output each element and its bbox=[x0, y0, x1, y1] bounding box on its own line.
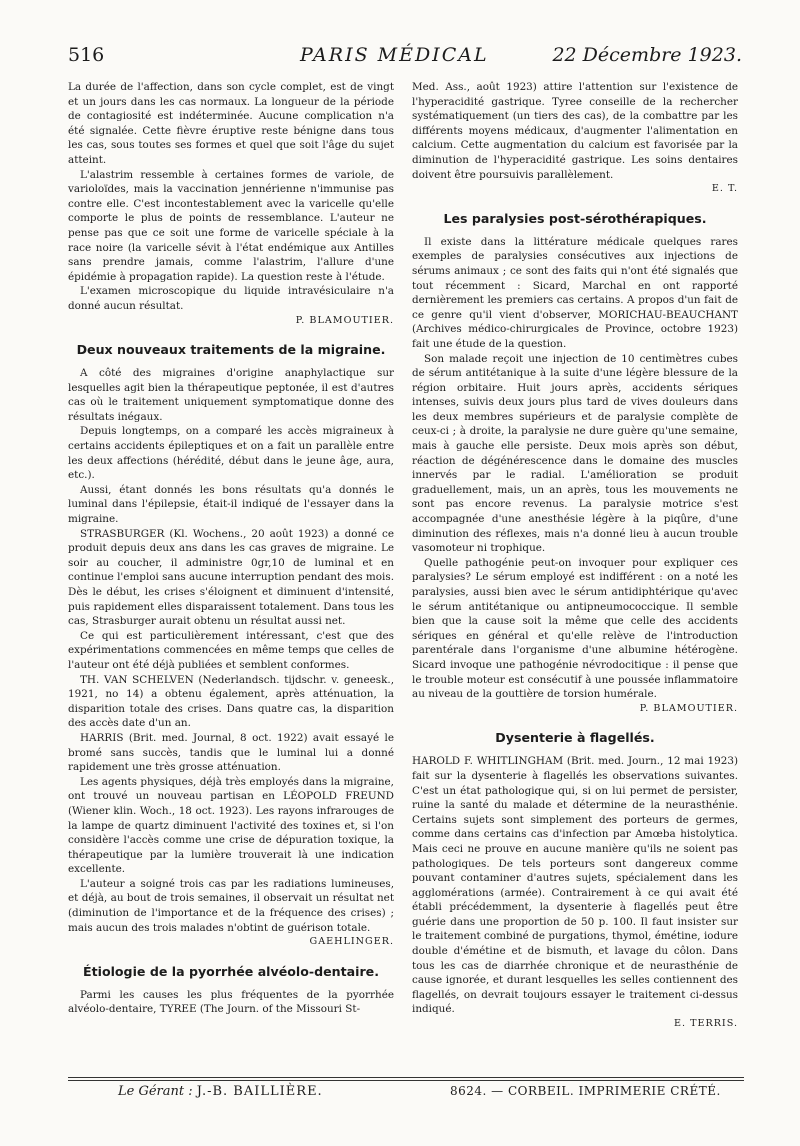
paragraph: Les agents physiques, déjà très employés dans la migraine, ont trouvé un nouveau partisan en LÉOPOLD FREUND (Wiener klin. Woch., 18 oct. 1923). Les rayons infrarouges de la lampe de quartz diminuent l'activité des toxines et, si l'on considère l'accès comme une crise de dépuration toxique, la thérapeutique par la lumière trouverait là une indication excellente. bbox=[68, 775, 394, 876]
issue-date: 22 Décembre 1923. bbox=[552, 44, 742, 66]
footer-printer: 8624. — CORBEIL. IMPRIMERIE CRÉTÉ. bbox=[450, 1084, 721, 1098]
paragraph: Son malade reçoit une injection de 10 centimètres cubes de sérum antitétanique à la suite d'une légère blessure de la région orbitaire. Huit jours après, accidents sériques intenses, suivis deux jours plus tard de vives douleurs dans les deux membres supérieurs et de paralysie complète de ceux-ci ; à droite, la paralysie ne dure guère qu'une semaine, mais à gauche elle persiste. Deux mois après son début, réaction de dégénérescence dans le domaine des muscles innervés par le radial. L'amélioration se produit graduellement, mais, un an après, tous les mouvements ne sont pas encore revenus. La paralysie motrice s'est accompagnée d'une anesthésie légère à la piqûre, d'une diminution des réflexes, mais n'a donné lieu à aucun trouble vasomoteur ni trophique. bbox=[412, 352, 738, 555]
footer-rule bbox=[68, 1077, 744, 1078]
paragraph: Quelle pathogénie peut-on invoquer pour expliquer ces paralysies? Le sérum employé est indifférent : on a noté les paralysies, aussi bien avec le sérum antidiphtérique qu'avec le sérum antitétanique ou antipneumococcique. Il semble bien que la cause soit la même que celle des accidents sériques en général et qu'elle relève de l'introduction parentérale dans l'organisme d'une albumine hétérogène. Sicard invoque une pathogénie névrodocitique : il pense que le trouble moteur est consécutif à une poussée inflammatoire au niveau de la gouttière de torsion humérale. bbox=[412, 556, 738, 701]
paragraph: Ce qui est particulièrement intéressant, c'est que des expérimentations commencées en même temps que celles de l'auteur ont été déjà publiées et semblent conformes. bbox=[68, 629, 394, 671]
paragraph: L'alastrim ressemble à certaines formes de variole, de varioloïdes, mais la vaccination jennérienne n'immunise pas contre elle. C'est incontestablement avec la varicelle qu'elle comporte le plus de points de ressemblance. L'auteur ne pense pas que ce soit une forme de varicelle spéciale à la race noire (la varicelle sévit à l'état endémique aux Antilles sans prendre jamais, comme l'alastrim, l'allure d'une épidémie à propagation rapide). La question reste à l'étude. bbox=[68, 168, 394, 283]
gerant-label: Le Gérant : bbox=[118, 1084, 193, 1099]
left-column bbox=[68, 80, 394, 1017]
page-number: 516 bbox=[68, 44, 105, 66]
section-title-paralysies: Les paralysies post-sérothérapiques. bbox=[443, 210, 707, 226]
paragraph: STRASBURGER (Kl. Wochens., 20 août 1923) a donné ce produit depuis deux ans dans les cas graves de migraine. Le soir au coucher, il administre 0gr,10 de luminal et en continue l'emploi sans aucune interruption pendant des mois. Dès le début, les crises s'éloignent et diminuent d'intensité, puis rapidement elles disparaissent totalement. Dans tous les cas, Strasburger aurait obtenu un résultat aussi net. bbox=[68, 527, 394, 628]
paragraph: La durée de l'affection, dans son cycle complet, est de vingt et un jours dans les cas normaux. La longueur de la période de contagiosité est indéterminée. Aucune complication n'a été signalée. Cette fièvre éruptive reste bénigne dans tous les cas, sous toutes ses formes et quel que soit l'âge du sujet atteint. bbox=[68, 81, 394, 166]
paragraph: Parmi les causes les plus fréquentes de la pyorrhée alvéolo-dentaire, TYREE (The Journ. of the Missouri St- bbox=[68, 988, 394, 1016]
section-title-pyorrhee: Étiologie de la pyorrhée alvéolo-dentaire. bbox=[83, 963, 379, 979]
author-signature: P. BLAMOUTIER. bbox=[639, 702, 738, 714]
author-signature: P. BLAMOUTIER. bbox=[295, 314, 394, 326]
section-title-dysenterie: Dysenterie à flagellés. bbox=[495, 730, 655, 746]
paragraph: L'examen microscopique du liquide intravésiculaire n'a donné aucun résultat. bbox=[68, 285, 394, 312]
gerant-name: J.-B. BAILLIÈRE. bbox=[196, 1084, 323, 1099]
journal-title: PARIS MÉDICAL bbox=[300, 44, 489, 66]
paragraph: HAROLD F. WHITLINGHAM (Brit. med. Journ., 12 mai 1923) fait sur la dysenterie à flagellés les observations suivantes. C'est un état pathologique qui, si on lui permet de persister, ruine la santé du malade et détermine de la neurasthénie. Certains sujets sont simplement des porteurs de germes, comme dans certains cas d'infection par Amœba histolytica. Mais ceci ne prouve en aucune manière qu'ils ne soient pas pathologiques. De tels porteurs sont dangereux comme pouvant contaminer d'autres sujets, spécialement dans les agglomérations (armée). Contrairement à ce qui avait été établi précédemment, la dysenterie à flagellés peut être guérie dans une proportion de 50 p. 100. Il faut insister sur le traitement combiné de purgations, thymol, émétine, iodure double d'émétine et de bismuth, et lavage du côlon. Dans tous les cas de diarrhée chronique et de neurasthénie de cause ignorée, et durant lesquelles les selles contiennent des flagellés, on devrait toujours essayer le traitement ci-dessus indiqué. bbox=[412, 755, 738, 1016]
author-signature: GAEHLINGER. bbox=[309, 936, 394, 948]
right-column bbox=[412, 80, 738, 1032]
paragraph: Il existe dans la littérature médicale quelques rares exemples de paralysies consécutives aux injections de sérums animaux ; ce sont des faits qui n'ont été signalés que tout récemment : Sicard, Marchal en ont rapporté dernièrement les premiers cas certains. A propos d'un fait de ce genre qu'il vient d'observer, MORICHAU-BEAUCHANT (Archives médico-chirurgicales de Province, octobre 1923) fait une étude de la question. bbox=[412, 235, 738, 350]
paragraph: HARRIS (Brit. med. Journal, 8 oct. 1922) avait essayé le bromé sans succès, tandis que le luminal lui a donné rapidement une très grosse atténuation. bbox=[68, 731, 394, 774]
footer-gerant bbox=[118, 1084, 323, 1099]
paragraph: TH. VAN SCHELVEN (Nederlandsch. tijdschr. v. geneesk., 1921, no 14) a obtenu également, après atténuation, la disparition totale des crises. Dans quatre cas, la disparition des accès date d'un an. bbox=[68, 673, 394, 730]
author-signature: E. T. bbox=[711, 183, 738, 195]
paragraph: Aussi, étant donnés les bons résultats qu'a donnés le luminal dans l'épilepsie, était-il indiqué de l'essayer dans la migraine. bbox=[68, 483, 394, 526]
paragraph: A côté des migraines d'origine anaphylactique sur lesquelles agit bien la thérapeutique peptonée, il est d'autres cas où le traitement uniquement symptomatique donne des résultats inégaux. bbox=[68, 367, 394, 423]
section-title-migraine: Deux nouveaux traitements de la migraine. bbox=[76, 342, 386, 358]
paragraph: Med. Ass., août 1923) attire l'attention sur l'existence de l'hyperacidité gastrique. Tyree conseille de la rechercher systématiquement (un tiers des cas), de la combattre par les différents moyens médicaux, d'augmenter l'alimentation en calcium. Cette augmentation du calcium est favorisée par la diminution de l'hyperacidité gastrique. Les soins dentaires doivent être poursuivis parallèlement. bbox=[412, 81, 738, 181]
paragraph: Depuis longtemps, on a comparé les accès migraineux à certains accidents épileptiques et on a fait un parallèle entre les deux affections (hérédité, début dans le jeune âge, aura, etc.). bbox=[68, 425, 394, 482]
paragraph: L'auteur a soigné trois cas par les radiations lumineuses, et déjà, au bout de trois semaines, il observait un résultat net (diminution de l'importance et de la fréquence des crises) ; mais aucun des trois malades n'obtint de guérison totale. bbox=[68, 877, 394, 934]
footer-rule bbox=[68, 1080, 744, 1081]
author-signature: E. TERRIS. bbox=[673, 1018, 738, 1030]
